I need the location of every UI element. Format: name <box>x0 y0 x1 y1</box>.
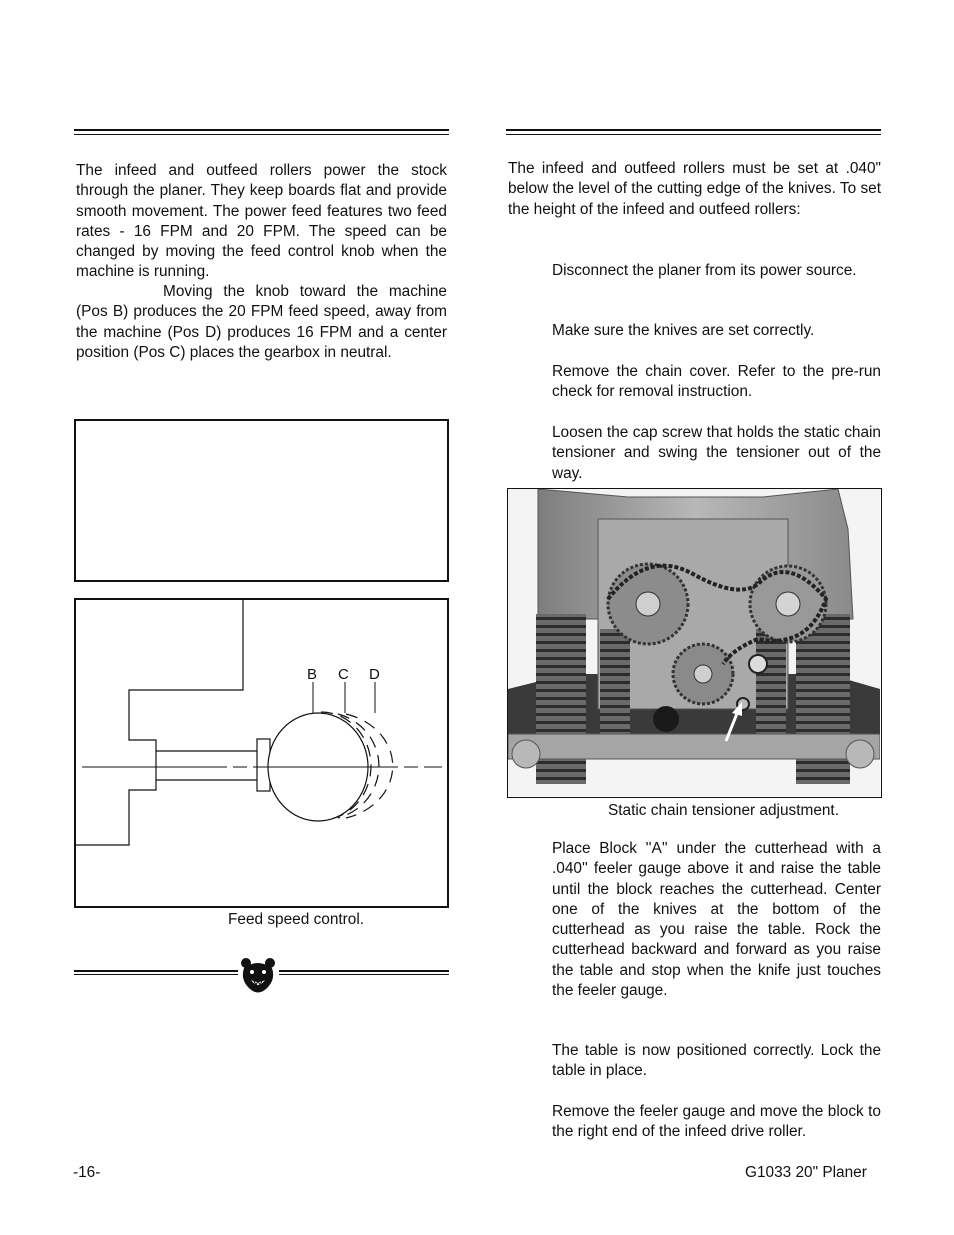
step-5: Place Block ''A'' under the cutterhead with a .040'' feeler gauge above it and raise the table until the block reaches the cutterhead. Center one of the knives at the bottom of the cutterhead as you raise the table. Rock the cutterhead backward and forward as you raise the table and stop when the knife just touches the feeler gauge. <box>552 840 881 1000</box>
label-pos-c: C <box>338 666 349 683</box>
feed-speed-caption: Feed speed control. <box>228 911 365 928</box>
step-2: Make sure the knives are set correctly. <box>552 322 815 339</box>
feed-knob-drawing <box>76 600 447 906</box>
bear-logo-icon <box>240 956 276 996</box>
label-pos-d: D <box>369 666 380 683</box>
page-number: -16- <box>73 1164 101 1181</box>
left-header-rule <box>74 129 449 135</box>
step-6: The table is now positioned correctly. Lock the table in place. <box>552 1042 881 1080</box>
planer-mechanism-image <box>508 489 880 796</box>
label-pos-b: B <box>307 666 318 683</box>
document-title: G1033 20" Planer <box>745 1164 867 1181</box>
section-end-rule-left <box>74 970 238 975</box>
step-1: Disconnect the planer from its power source. <box>552 262 857 279</box>
section-end-rule-right <box>279 970 449 975</box>
roller-height-intro: The infeed and outfeed rollers must be set at .040" below the level of the cutting edge of the knives. To set the height of the infeed and outfeed rollers: <box>508 160 881 218</box>
step-3: Remove the chain cover. Refer to the pre-run check for removal instruction. <box>552 363 881 401</box>
feed-speed-diagram <box>74 598 449 908</box>
notice-box <box>74 419 449 582</box>
right-header-rule <box>506 129 881 135</box>
feed-positions-paragraph: Moving the knob toward the machine (Pos B) produces the 20 FPM feed speed, away from the machine (Pos D) produces 16 FPM and a center position (Pos C) places the gearbox in neutral. <box>76 283 447 361</box>
chain-tensioner-photo <box>507 488 882 798</box>
step-7: Remove the feeler gauge and move the block to the right end of the infeed drive roller. <box>552 1103 881 1141</box>
step-4: Loosen the cap screw that holds the static chain tensioner and swing the tensioner out of the way. <box>552 424 881 482</box>
feed-intro-paragraph: The infeed and outfeed rollers power the stock through the planer. They keep boards flat and provide smooth movement. The power feed features two feed rates - 16 FPM and 20 FPM. The speed can be changed by moving the feed control knob when the machine is running. <box>76 162 447 281</box>
tensioner-photo-caption: Static chain tensioner adjustment. <box>608 802 839 819</box>
